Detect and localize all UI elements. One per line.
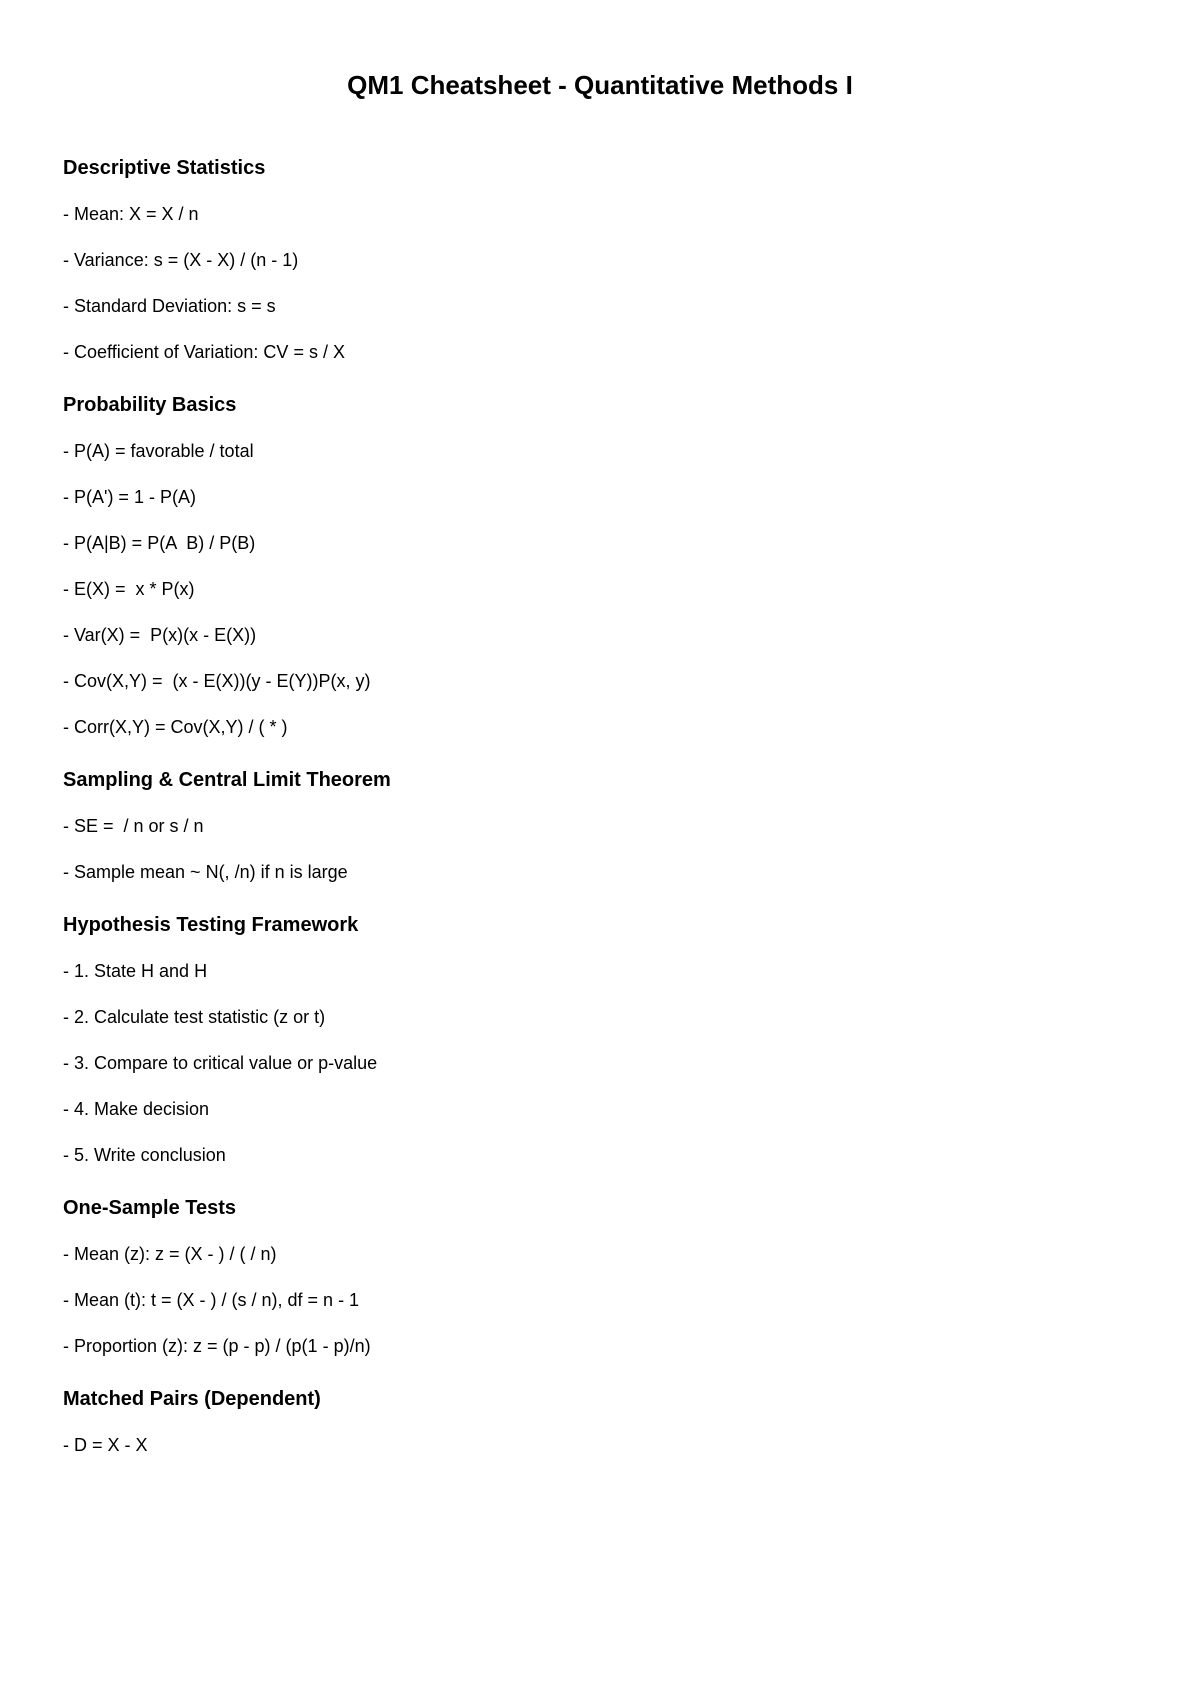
section-matched-pairs — [63, 1385, 1137, 1459]
formula-line: - Mean (t): t = (X - ) / (s / n), df = n - 1 — [63, 1290, 360, 1310]
section-heading: Sampling & Central Limit Theorem — [63, 769, 391, 791]
formula-line: - P(A) = favorable / total — [63, 441, 254, 461]
formula-line: - Var(X) = P(x)(x - E(X)) — [63, 625, 257, 645]
formula-line: - Coefficient of Variation: CV = s / X — [63, 342, 345, 362]
page-title: QM1 Cheatsheet - Quantitative Methods I — [347, 70, 853, 100]
sections-container — [63, 154, 1137, 1484]
section-heading: Descriptive Statistics — [63, 157, 266, 179]
step-line: - 5. Write conclusion — [63, 1145, 226, 1165]
section-heading: One-Sample Tests — [63, 1197, 237, 1219]
step-line: - 3. Compare to critical value or p-value — [63, 1053, 378, 1073]
formula-line: - P(A|B) = P(A B) / P(B) — [63, 533, 256, 553]
formula-line: - Standard Deviation: s = s — [63, 296, 276, 316]
section-one-sample-tests — [63, 1194, 1137, 1360]
formula-line: - Sample mean ~ N(, /n) if n is large — [63, 862, 348, 882]
section-heading: Probability Basics — [63, 394, 237, 416]
section-heading: Matched Pairs (Dependent) — [63, 1388, 321, 1410]
formula-line: - Mean (z): z = (X - ) / ( / n) — [63, 1244, 277, 1264]
section-probability-basics — [63, 391, 1137, 741]
section-descriptive-statistics — [63, 154, 1137, 366]
formula-line: - Mean: X = X / n — [63, 204, 199, 224]
formula-line: - E(X) = x * P(x) — [63, 579, 195, 599]
section-heading: Hypothesis Testing Framework — [63, 914, 359, 936]
formula-line: - Corr(X,Y) = Cov(X,Y) / ( * ) — [63, 717, 288, 737]
step-line: - 4. Make decision — [63, 1099, 210, 1119]
step-line: - 1. State H and H — [63, 961, 208, 981]
section-sampling-clt — [63, 766, 1137, 886]
formula-line: - Proportion (z): z = (p - p) / (p(1 - p)/n) — [63, 1336, 371, 1356]
section-hypothesis-testing — [63, 911, 1137, 1169]
formula-line: - Variance: s = (X - X) / (n - 1) — [63, 250, 299, 270]
formula-line: - D = X - X — [63, 1435, 148, 1455]
formula-line: - SE = / n or s / n — [63, 816, 204, 836]
formula-line: - P(A') = 1 - P(A) — [63, 487, 196, 507]
step-line: - 2. Calculate test statistic (z or t) — [63, 1007, 326, 1027]
formula-line: - Cov(X,Y) = (x - E(X))(y - E(Y))P(x, y) — [63, 671, 371, 691]
